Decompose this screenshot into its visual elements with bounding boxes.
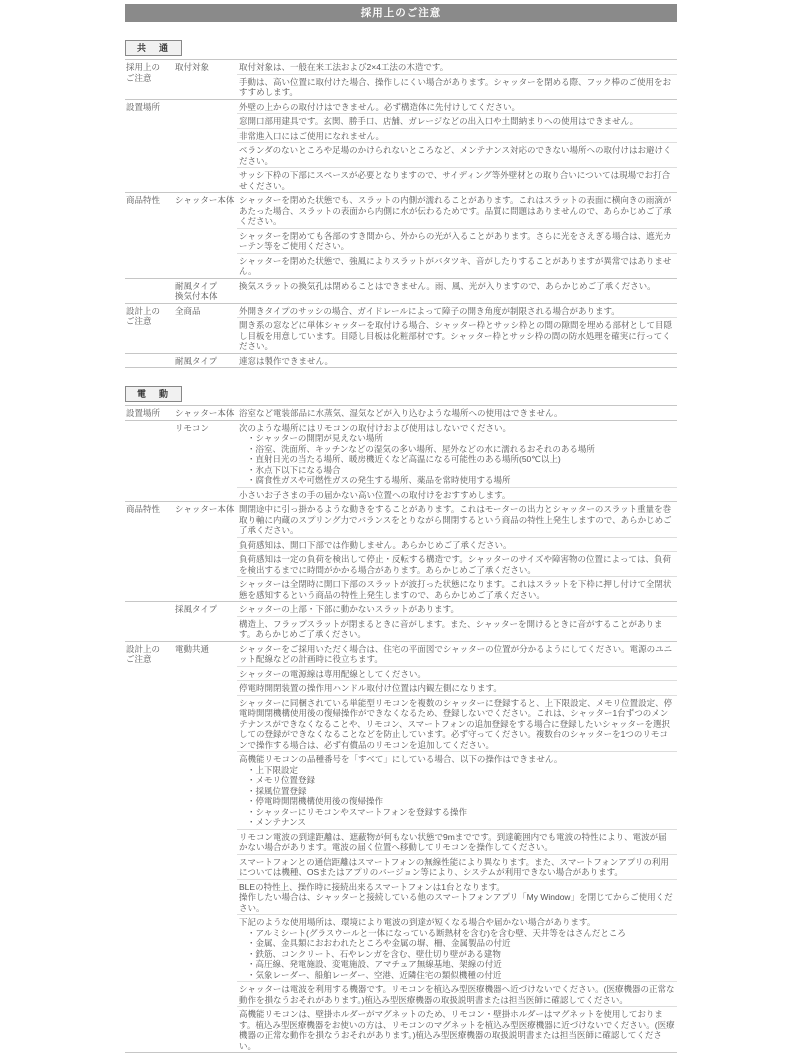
- note-entry: [237, 128, 677, 143]
- note-line: 手動は、高い位置に取付けた場合、操作しにくい場合があります。シャッターを閉める際、フック棒のご使用をおすすめします。: [239, 76, 672, 97]
- row-group-header: [125, 354, 175, 368]
- table-row: [125, 501, 677, 601]
- row-group-header: [125, 100, 175, 193]
- row-subheader: [175, 193, 237, 278]
- note-line: BLEの特性上、操作時に接続出来るスマートフォンは1台となります。: [239, 881, 505, 892]
- note-line: ・気象レーダー、船舶レーダー、空港、近隣住宅の類似機種の付近: [247, 969, 502, 980]
- note-line: ・金属、金具類におおわれたところや金属の塀、柵、金属製品の付近: [247, 938, 511, 948]
- note-line: ・シャッターにリモコンやスマートフォンを登録する操作: [247, 806, 467, 817]
- row-subheader: [175, 60, 237, 99]
- table-row: [125, 420, 677, 502]
- table-row: [125, 405, 677, 420]
- note-line: ・氷点下以下になる場合: [247, 464, 341, 475]
- cell-line: 設計上の: [126, 643, 161, 654]
- row-content: [237, 193, 677, 278]
- cell-line: シャッター本体: [175, 504, 235, 514]
- row-subheader: [175, 602, 237, 641]
- note-line: 高機能リモコンは、壁掛ホルダーがマグネットのため、リモコン・壁掛ホルダーはマグネットを使用しております。植込み型医療機器をお使いの方は、リモコンのマグネットを植込み型医療機器に近づけないでください。(医療機器の正常な動作を損なうおそれがあります。)植込み型医療機器の取扱説明書または担当医師に確認してください。: [239, 1009, 675, 1051]
- note-entry: [237, 537, 677, 552]
- section: [125, 38, 677, 368]
- cell-line: 電動共通: [175, 643, 210, 654]
- cell-line: ご注意: [126, 316, 152, 326]
- note-entry: [237, 879, 677, 915]
- note-entry: [237, 279, 677, 293]
- note-entry: [237, 60, 677, 74]
- note-entry: [237, 253, 677, 278]
- row-group-header: [125, 502, 175, 601]
- table-row: [125, 278, 677, 303]
- row-content: [237, 421, 677, 502]
- section: [125, 384, 677, 1053]
- note-line: ・採風位置登録: [247, 785, 307, 796]
- note-entry: [237, 642, 677, 666]
- cell-line: 取付対象: [175, 62, 210, 72]
- row-subheader: [175, 279, 237, 303]
- note-line: ・上下限設定: [247, 764, 299, 775]
- note-entry: [237, 142, 677, 167]
- note-line: ・停電時開閉機構使用後の復帰操作: [247, 796, 384, 806]
- row-group-header: [125, 602, 175, 641]
- row-content: [237, 60, 677, 99]
- note-line: 停電時開閉装置の操作用ハンドル取付け位置は内観左側になります。: [239, 683, 502, 693]
- cell-line: 換気付本体: [175, 291, 218, 301]
- cell-line: 採用上の: [126, 62, 161, 72]
- note-entry: [237, 193, 677, 228]
- note-entry: [237, 666, 677, 681]
- note-line: ・直射日光の当たる場所、暖房機近くなど高温になる可能性のある場所(50℃以上): [247, 454, 561, 464]
- note-entry: [237, 1006, 677, 1052]
- page-title: 採用上のご注意: [125, 4, 677, 22]
- note-entry: [237, 829, 677, 854]
- note-entry: [237, 406, 677, 420]
- note-entry: [237, 228, 677, 253]
- note-line: シャッターをご採用いただく場合は、住宅の平面図でシャッターの位置が分かるようにしてください。電源のユニット配線などの計画時に役立ちます。: [239, 643, 673, 664]
- section-label: 共 通: [125, 40, 182, 56]
- cell-line: 耐風タイプ: [175, 280, 218, 291]
- row-content: [237, 602, 677, 641]
- note-line: 負荷感知は一定の負荷を検出して停止・反転する構造です。シャッターのサイズや障害物の位置によっては、負荷を検出するまでに時間がかかる場合があります。あらかじめご了承ください。: [239, 554, 671, 575]
- cell-line: ご注意: [126, 654, 152, 664]
- note-line: 次のような場所にはリモコンの取付けおよび使用はしないでください。: [239, 422, 512, 433]
- cell-line: 設置場所: [126, 101, 161, 112]
- cell-line: 設計上の: [126, 305, 161, 316]
- cell-line: ご注意: [126, 72, 152, 83]
- note-entry: [237, 74, 677, 99]
- note-entry: [237, 751, 677, 829]
- note-line: 取付対象は、一般在来工法および2×4工法の木造です。: [239, 62, 449, 72]
- note-entry: [237, 113, 677, 128]
- note-line: ・高圧線、発電施設、変電施設、アマチュア無線基地、架線の付近: [247, 959, 502, 969]
- note-line: 小さいお子さまの手の届かない高い位置への取付けをおすすめします。: [239, 489, 511, 500]
- note-entry: [237, 354, 677, 368]
- note-entry: [237, 304, 677, 318]
- note-entry: [237, 602, 677, 616]
- note-line: シャッターは全閉時に開口下部のスラットが波打った状態になります。これはスラットを下枠に押し付けて全閉状態を感知するという商品の特性上発生しますので、あらかじめご了承ください。: [239, 579, 672, 600]
- row-subheader: [175, 421, 237, 502]
- note-line: ・鉄筋、コンクリート、石やレンガを含む、壁仕切り壁がある建物: [247, 948, 501, 959]
- note-line: 開き系の窓などに単体シャッターを取付ける場合、シャッター枠とサッシ枠との間の隙間を埋める部材として目隠し目板を用意しています。目隠し目板は化粧部材です。シャッター枠とサッシ枠の間の防水処理を確実に行ってください。: [239, 320, 672, 351]
- table-row: [125, 192, 677, 278]
- cell-line: 採風タイプ: [175, 604, 218, 614]
- note-line: リモコン電波の到達距離は、遮蔽物が何もない状態で9mまでです。到達範囲内でも電波の特性により、電波が届かない場合があります。電波の届く位置へ移動してリモコンを操作してください。: [239, 831, 667, 852]
- notice-document: [125, 0, 677, 1053]
- row-group-header: [125, 60, 175, 99]
- note-line: シャッターを閉めた状態で、強風によりスラットがバタツキ、音がしたりすることがありますが異常ではありません。: [239, 255, 672, 276]
- table-row: [125, 303, 677, 353]
- note-line: シャッターの上部・下部に動かないスラットがあります。: [239, 604, 459, 614]
- table-row: [125, 353, 677, 368]
- note-line: ・アルミシート(グラスウールと一体になっている断熱材を含む)を含む壁、天井等をはさんだところ: [247, 927, 626, 938]
- cell-line: シャッター本体: [175, 408, 235, 418]
- note-entry: [237, 680, 677, 695]
- note-line: 開閉途中に引っ掛かるような動きをすることがあります。これはモーターの出力とシャッターのスラット重量を巻取り軸に内蔵のスプリング力でバランスをとりながら開閉するという商品の特性上発生しますので、あらかじめご了承ください。: [239, 504, 672, 535]
- cell-line: リモコン: [175, 422, 210, 433]
- note-entry: [237, 914, 677, 981]
- row-subheader: [175, 502, 237, 601]
- note-entry: [237, 100, 677, 114]
- row-content: [237, 354, 677, 368]
- row-subheader: [175, 642, 237, 1053]
- notes-table: [125, 59, 677, 368]
- note-entry: [237, 167, 677, 192]
- note-line: サッシ下枠の下部にスペースが必要となりますので、サイディング等外壁材との取り合いについては現場でお打合せください。: [239, 170, 671, 191]
- note-entry: [237, 981, 677, 1006]
- note-line: 構造上、フラップスラットが閉まるときに音がします。また、シャッターを開けるときに音がすることがあります。あらかじめご了承ください。: [239, 618, 663, 639]
- note-line: 高機能リモコンの品種番号を「すべて」にしている場合、以下の操作はできません。: [239, 754, 563, 764]
- row-content: [237, 304, 677, 353]
- note-line: シャッターを閉めても各部のすき間から、外からの光が入ることがあります。さらに光をさえぎる場合は、遮光カーテン等をご使用ください。: [239, 230, 672, 251]
- note-line: 連窓は製作できません。: [239, 355, 334, 366]
- sections: [125, 38, 677, 1053]
- cell-line: 全商品: [175, 305, 201, 316]
- row-group-header: [125, 642, 175, 1053]
- note-entry: [237, 576, 677, 601]
- note-line: ・腐食性ガスや可燃性ガスの発生する場所、薬品を常時使用する場所: [247, 475, 511, 485]
- note-line: ・シャッターの開閉が見えない場所: [247, 433, 383, 443]
- note-line: ベランダのないところや足場のかけられないところなど、メンテナンス対応のできない場所への取付けはお避けください。: [239, 145, 672, 166]
- note-entry: [237, 695, 677, 752]
- note-line: シャッターの電源線は専用配線としてください。: [239, 668, 426, 679]
- row-content: [237, 100, 677, 193]
- note-line: ・浴室、洗面所、キッチンなどの湿気の多い場所、屋外などの水に濡れるおそれのある場所: [247, 443, 595, 454]
- row-content: [237, 279, 677, 303]
- section-label: 電 動: [125, 386, 182, 402]
- row-subheader: [175, 100, 237, 193]
- note-entry: [237, 487, 677, 502]
- row-content: [237, 642, 677, 1053]
- row-subheader: [175, 354, 237, 368]
- cell-line: 耐風タイプ: [175, 355, 218, 366]
- row-subheader: [175, 406, 237, 420]
- note-entry: [237, 502, 677, 537]
- note-entry: [237, 616, 677, 641]
- table-row: [125, 641, 677, 1053]
- note-line: 外壁の上からの取付けはできません。必ず構造体に先付けしてください。: [239, 101, 521, 112]
- note-line: 負荷感知は、開口下部では作動しません。あらかじめご了承ください。: [239, 539, 512, 550]
- note-line: 非常進入口にはご使用になれません。: [239, 130, 385, 141]
- note-line: シャッターを閉めた状態でも、スラットの内側が濡れることがあります。これはスラットの表面に横向きの雨滴があたった場合、スラットの表面から内側に水が伝わるためです。品質に問題はありませんので、あらかじめご了承ください。: [239, 195, 672, 226]
- table-row: [125, 601, 677, 641]
- table-row: [125, 99, 677, 193]
- notes-table: [125, 405, 677, 1053]
- cell-line: シャッター本体: [175, 195, 235, 205]
- row-group-header: [125, 279, 175, 303]
- note-entry: [237, 854, 677, 879]
- note-line: 操作したい場合は、シャッターと接続している他のスマートフォンアプリ「My Window」を閉じてからご使用ください。: [239, 892, 673, 913]
- note-entry: [237, 317, 677, 353]
- note-line: 換気スラットの換気孔は閉めることはできません。雨、風、光が入りますので、あらかじめご了承ください。: [239, 280, 656, 291]
- row-content: [237, 406, 677, 420]
- row-subheader: [175, 304, 237, 353]
- note-line: スマートフォンとの通信距離はスマートフォンの無線性能により異なります。また、スマートフォンアプリの利用については機種、OSまたはアプリのバージョン等により、システムが利用できない場合があります。: [239, 856, 669, 877]
- cell-line: 設置場所: [126, 408, 161, 418]
- note-entry: [237, 421, 677, 487]
- note-line: シャッターに同梱されている単能型リモコンを複数のシャッターに登録すると、上下限設定、メモリ位置設定、停電時開閉機構使用後の復帰操作ができなくなるため、登録しないでください。これは、シャッター1台ずつのメンテナンスができなくなることや、リモコン、スマートフォンの追加登録をする場合に登録したいシャッターを選択しての登録ができなくなることなどを防止しています。必ず守ってください。複数台のシャッターを1つのリモコンで操作する場合は、必ず有償品のリモコンを追加してください。: [239, 697, 673, 750]
- table-row: [125, 59, 677, 99]
- row-group-header: [125, 193, 175, 278]
- row-group-header: [125, 304, 175, 353]
- row-group-header: [125, 421, 175, 502]
- note-line: シャッターは電波を利用する機器です。リモコンを植込み型医療機器へ近づけないでください。(医療機器の正常な動作を損なうおそれがあります。)植込み型医療機器の取扱説明書または担当医師に確認してください。: [239, 984, 675, 1005]
- cell-line: 商品特性: [126, 195, 161, 205]
- cell-line: 商品特性: [126, 504, 161, 514]
- note-line: 外開きタイプのサッシの場合、ガイドレールによって障子の開き角度が制限される場合があります。: [239, 305, 620, 316]
- note-line: ・メモリ位置登録: [247, 775, 316, 785]
- row-content: [237, 502, 677, 601]
- note-line: 下記のような使用場所は、環境により電波の到達が短くなる場合や届かない場合があります。: [239, 917, 596, 927]
- note-line: ・メンテナンス: [247, 817, 306, 827]
- note-entry: [237, 551, 677, 576]
- note-line: 浴室など電装部品に水蒸気、湿気などが入り込むような場所への使用はできません。: [239, 408, 563, 418]
- row-group-header: [125, 406, 175, 420]
- note-line: 窓開口部用建具です。玄関、勝手口、店舗、ガレージなどの出入口や土間納まりへの使用はできません。: [239, 116, 639, 126]
